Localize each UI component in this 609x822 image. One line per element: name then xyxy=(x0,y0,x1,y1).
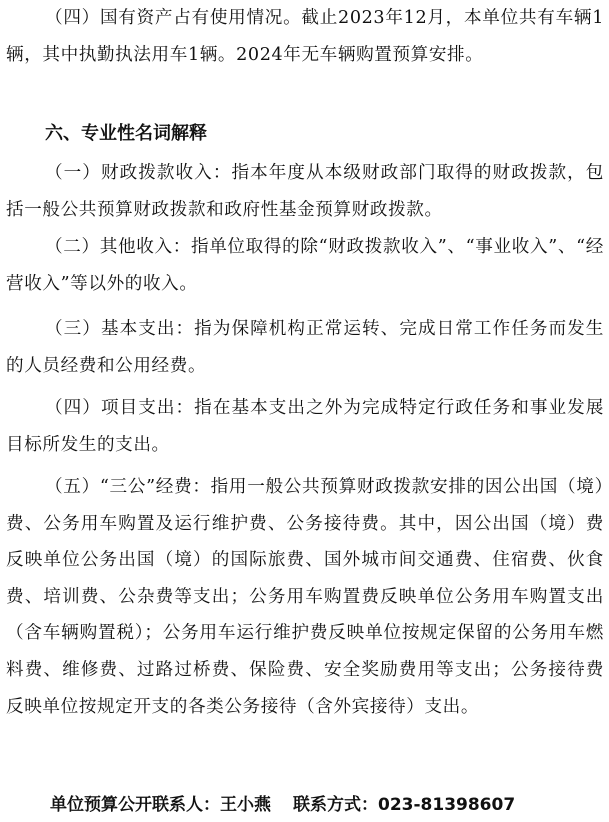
contact-person: 单位预算公开联系人：王小燕 xyxy=(50,795,271,815)
section-heading-terms: 六、专业性名词解释 xyxy=(45,123,207,144)
paragraph-other-income: （二）其他收入：指单位取得的除“财政拨款收入”、“事业收入”、“经营收入”等以外的收入。 xyxy=(6,237,604,294)
paragraph-three-public-expenses: （五）“三公”经费：指用一般公共预算财政拨款安排的因公出国（境）费、公务用车购置及运行维护费、公务接待费。其中，因公出国（境）费反映单位公务出国（境）的国际旅费、国外城市间交通费、住宿费、伙食费、培训费、公杂费等支出；公务用车购置费反映单位公务用车购置支出（含车辆购置税）；公务用车运行维护费反映单位按规定保留的公务用车燃料费、维修费、过路过桥费、保险费、安全奖励费用等支出；公务接待费反映单位按规定开支的各类公务接待（含外宾接待）支出。 xyxy=(6,477,604,717)
contact-phone-label: 联系方式： xyxy=(293,795,378,815)
contact-phone-number: 023-81398607 xyxy=(378,795,516,815)
paragraph-fiscal-appropriation-income: （一）财政拨款收入：指本年度从本级财政部门取得的财政拨款，包括一般公共预算财政拨款和政府性基金预算财政拨款。 xyxy=(6,163,604,220)
paragraph-basic-expenditure: （三）基本支出：指为保障机构正常运转、完成日常工作任务而发生的人员经费和公用经费。 xyxy=(6,319,604,376)
paragraph-project-expenditure: （四）项目支出：指在基本支出之外为完成特定行政任务和事业发展目标所发生的支出。 xyxy=(6,398,604,455)
contact-footer xyxy=(50,791,515,819)
paragraph-state-assets: （四）国有资产占有使用情况。截止2023年12月，本单位共有车辆1辆，其中执勤执法用车1辆。2024年无车辆购置预算安排。 xyxy=(6,8,604,65)
